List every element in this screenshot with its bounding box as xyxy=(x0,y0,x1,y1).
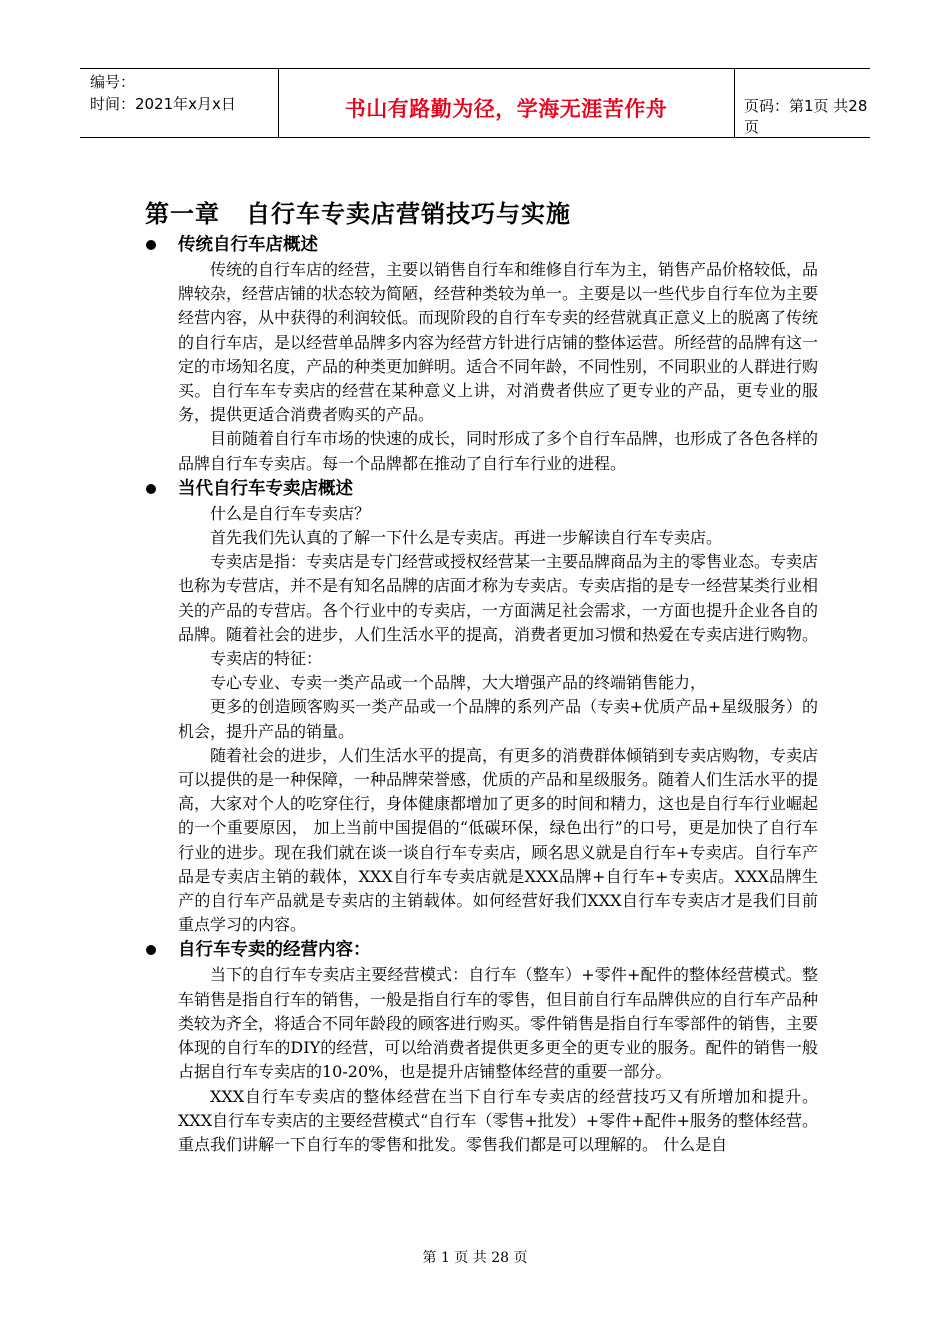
bullet-icon xyxy=(146,945,156,955)
bullet-icon xyxy=(146,240,156,250)
date-label: 时间：2021年x月x日 xyxy=(90,95,236,113)
chapter-number: 第一章 xyxy=(145,200,220,228)
section-heading: 传统自行车店概述 xyxy=(146,232,818,258)
section-heading: 当代自行车专卖店概述 xyxy=(146,476,818,502)
paragraph: 专心专业、专卖一类产品或一个品牌，大大增强产品的终端销售能力， xyxy=(210,673,707,693)
paragraph: 更多的创造顾客购买一类产品或一个品牌的系列产品（专卖+优质产品+星级服务）的机会，提升产品的销量。 xyxy=(178,697,818,741)
page-footer: 第 1 页 共 28 页 xyxy=(422,1250,528,1266)
chapter-name: 自行车专卖店营销技巧与实施 xyxy=(246,200,571,228)
page-info: 页码：第1页 共28页 xyxy=(744,97,868,136)
paragraph: 当下的自行车专卖店主要经营模式：自行车（整车）+零件+配件的整体经营模式。整车销售是指自行车的销售，一般是指自行车的零售，但目前自行车品牌供应的自行车产品种类较为齐全，将适合不同年龄段的顾客进行购买。零件销售是指自行车零部件的销售，主要体现的自行车的DIY的经营，可以给消费者提供更多更全的更专业的服务。配件的销售一般占据自行车专卖店的10-20%，也是提升店铺整体经营的重要一部分。 xyxy=(178,965,819,1082)
chapter-title xyxy=(145,194,571,229)
bullet-icon xyxy=(146,484,156,494)
paragraph: 目前随着自行车市场的快速的成长，同时形成了多个自行车品牌，也形成了各色各样的品牌自行车专卖店。每一个品牌都在推动了自行车行业的进程。 xyxy=(178,429,819,473)
paragraph: 首先我们先认真的了解一下什么是专卖店。再进一步解读自行车专卖店。 xyxy=(210,528,723,548)
header-table xyxy=(80,68,870,138)
motto: 书山有路勤为径，学海无涯苦作舟 xyxy=(344,97,668,121)
paragraph: 随着社会的进步，人们生活水平的提高，有更多的消费群体倾销到专卖店购物，专卖店可以提供的是一种保障，一种品牌荣誉感，优质的产品和星级服务。随着人们生活水平的提高，大家对个人的吃穿住行，身体健康都增加了更多的时间和精力，这也是自行车行业崛起的一个重要原因， 加上当前中国提倡的“低碳环保，绿色出行”的口号，更是加快了自行车行业的进步。现在我们就在谈一谈自行车专卖店，顾名思义就是自行车+专卖店。自行车产品是专卖店主销的载体，XXX自行车专卖店就是XXX品牌+自行车+专卖店。XXX品牌生产的自行车产品就是专卖店的主销载体。如何经营好我们XXX自行车专卖店才是我们目前重点学习的内容。 xyxy=(178,745,819,935)
header-meta-cell xyxy=(80,69,279,137)
paragraph: 传统的自行车店的经营，主要以销售自行车和维修自行车为主，销售产品价格较低，品牌较杂，经营店铺的状态较为简陋，经营种类较为单一。主要是以一些代步自行车位为主要经营内容，从中获得的利润较低。而现阶段的自行车专卖的经营就真正意义上的脱离了传统的自行车店，是以经营单品牌多内容为经营方针进行店铺的整体运营。所经营的品牌有这一定的市场知名度，产品的种类更加鲜明。适合不同年龄，不同性别，不同职业的人群进行购买。自行车车专卖店的经营在某种意义上讲，对消费者供应了更专业的产品，更专业的服务，提供更适合消费者购买的产品。 xyxy=(178,260,819,425)
paragraph: XXX自行车专卖店的整体经营在当下自行车专卖店的经营技巧又有所增加和提升。XXX自行车专卖店的主要经营模式“自行车（零售+批发）+零件+配件+服务的整体经营。重点我们讲解一下自行车的零售和批发。零售我们都是可以理解的。 什么是自 xyxy=(178,1086,818,1154)
number-label: 编号： xyxy=(90,73,136,91)
document-body xyxy=(178,232,818,1157)
header-motto-cell xyxy=(278,69,735,137)
section-heading: 自行车专卖的经营内容： xyxy=(146,937,818,963)
paragraph: 专卖店的特征： xyxy=(210,649,323,669)
paragraph: 专卖店是指：专卖店是专门经营或授权经营某一主要品牌商品为主的零售业态。专卖店也称为专营店，并不是有知名品牌的店面才称为专卖店。专卖店指的是专一经营某类行业相关的产品的专营店。各个行业中的专卖店，一方面满足社会需求，一方面也提升企业各自的品牌。随着社会的进步，人们生活水平的提高，消费者更加习惯和热爱在专卖店进行购物。 xyxy=(178,552,819,644)
paragraph: 什么是自行车专卖店？ xyxy=(210,503,371,523)
